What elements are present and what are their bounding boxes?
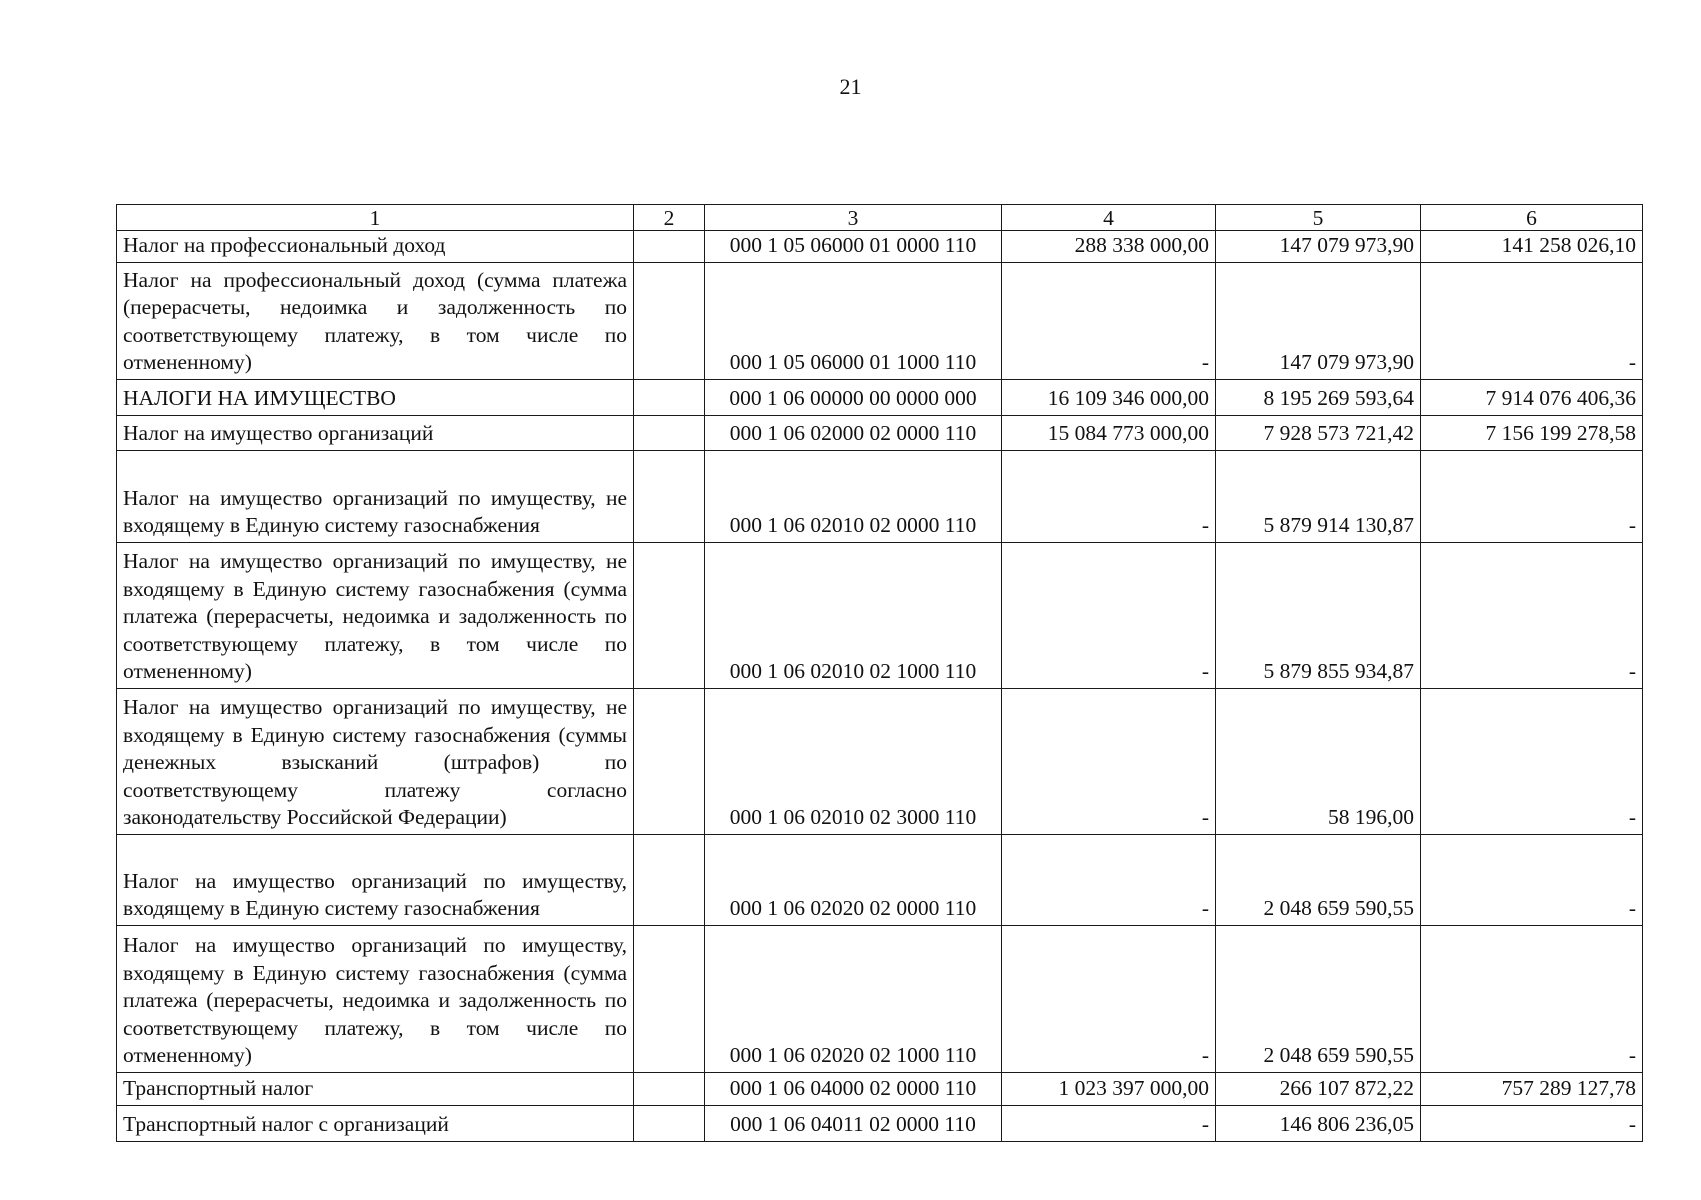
row-remaining: - <box>1421 834 1643 925</box>
table-row <box>117 1105 1643 1141</box>
row-name: Налог на имущество организаций по имуществу, входящему в Единую систему газоснабжения <box>117 834 634 925</box>
row-plan: 288 338 000,00 <box>1002 231 1216 263</box>
row-col2 <box>634 415 705 450</box>
row-executed: 147 079 973,90 <box>1216 231 1421 263</box>
row-col2 <box>634 262 705 379</box>
row-plan: - <box>1002 834 1216 925</box>
row-remaining: - <box>1421 542 1643 688</box>
row-code: 000 1 05 06000 01 1000 110 <box>705 262 1002 379</box>
row-name: Налог на имущество организаций по имуществу, не входящему в Единую систему газоснабжения <box>117 450 634 542</box>
row-executed: 8 195 269 593,64 <box>1216 379 1421 415</box>
row-remaining: - <box>1421 925 1643 1072</box>
row-code: 000 1 05 06000 01 0000 110 <box>705 231 1002 263</box>
row-plan: 1 023 397 000,00 <box>1002 1072 1216 1105</box>
row-name: Налог на имущество организаций по имуществу, входящему в Единую систему газоснабжения (сумма платежа (перерасчеты, недоимка и задолженность по соответствующему платежу, в том числе по отмененному) <box>117 925 634 1072</box>
row-plan: - <box>1002 1105 1216 1141</box>
row-plan: - <box>1002 450 1216 542</box>
column-number-5: 5 <box>1216 205 1421 231</box>
page-number: 21 <box>839 74 862 99</box>
row-remaining: - <box>1421 262 1643 379</box>
row-col2 <box>634 450 705 542</box>
row-name: Налог на имущество организаций <box>117 415 634 450</box>
row-executed: 146 806 236,05 <box>1216 1105 1421 1141</box>
budget-revenue-table <box>116 204 1643 1142</box>
row-executed: 58 196,00 <box>1216 688 1421 834</box>
table-row <box>117 379 1643 415</box>
row-remaining: - <box>1421 450 1643 542</box>
row-executed: 147 079 973,90 <box>1216 262 1421 379</box>
row-name: НАЛОГИ НА ИМУЩЕСТВО <box>117 379 634 415</box>
column-number-1: 1 <box>117 205 634 231</box>
column-number-2: 2 <box>634 205 705 231</box>
column-number-3: 3 <box>705 205 1002 231</box>
row-col2 <box>634 1105 705 1141</box>
row-col2 <box>634 379 705 415</box>
row-name: Налог на профессиональный доход (сумма платежа (перерасчеты, недоимка и задолженность по соответствующему платежу, в том числе по отмененному) <box>117 262 634 379</box>
row-plan: - <box>1002 542 1216 688</box>
row-code: 000 1 06 02020 02 0000 110 <box>705 834 1002 925</box>
row-col2 <box>634 231 705 263</box>
row-col2 <box>634 834 705 925</box>
row-plan: - <box>1002 688 1216 834</box>
row-executed: 2 048 659 590,55 <box>1216 834 1421 925</box>
row-name: Налог на имущество организаций по имуществу, не входящему в Единую систему газоснабжения (сумма платежа (перерасчеты, недоимка и задолженность по соответствующему платежу, в том числе по отмененному) <box>117 542 634 688</box>
row-executed: 2 048 659 590,55 <box>1216 925 1421 1072</box>
column-number-4: 4 <box>1002 205 1216 231</box>
row-code: 000 1 06 02020 02 1000 110 <box>705 925 1002 1072</box>
table-row <box>117 450 1643 542</box>
table-row <box>117 925 1643 1072</box>
table-row <box>117 688 1643 834</box>
row-plan: - <box>1002 262 1216 379</box>
row-name: Транспортный налог с организаций <box>117 1105 634 1141</box>
row-executed: 266 107 872,22 <box>1216 1072 1421 1105</box>
row-code: 000 1 06 04000 02 0000 110 <box>705 1072 1002 1105</box>
row-code: 000 1 06 02010 02 0000 110 <box>705 450 1002 542</box>
row-code: 000 1 06 04011 02 0000 110 <box>705 1105 1002 1141</box>
row-remaining: 7 914 076 406,36 <box>1421 379 1643 415</box>
row-remaining: 141 258 026,10 <box>1421 231 1643 263</box>
row-col2 <box>634 925 705 1072</box>
row-code: 000 1 06 00000 00 0000 000 <box>705 379 1002 415</box>
table-row <box>117 834 1643 925</box>
row-plan: 16 109 346 000,00 <box>1002 379 1216 415</box>
row-executed: 5 879 914 130,87 <box>1216 450 1421 542</box>
row-col2 <box>634 688 705 834</box>
row-col2 <box>634 542 705 688</box>
row-remaining: 7 156 199 278,58 <box>1421 415 1643 450</box>
table-row <box>117 415 1643 450</box>
row-remaining: 757 289 127,78 <box>1421 1072 1643 1105</box>
row-code: 000 1 06 02000 02 0000 110 <box>705 415 1002 450</box>
table-row <box>117 231 1643 263</box>
row-name: Транспортный налог <box>117 1072 634 1105</box>
row-executed: 5 879 855 934,87 <box>1216 542 1421 688</box>
table-row <box>117 542 1643 688</box>
table-row <box>117 262 1643 379</box>
table-row <box>117 1072 1643 1105</box>
row-code: 000 1 06 02010 02 1000 110 <box>705 542 1002 688</box>
row-plan: 15 084 773 000,00 <box>1002 415 1216 450</box>
row-executed: 7 928 573 721,42 <box>1216 415 1421 450</box>
row-remaining: - <box>1421 1105 1643 1141</box>
row-col2 <box>634 1072 705 1105</box>
column-number-row <box>117 205 1643 231</box>
row-remaining: - <box>1421 688 1643 834</box>
column-number-6: 6 <box>1421 205 1643 231</box>
row-code: 000 1 06 02010 02 3000 110 <box>705 688 1002 834</box>
row-plan: - <box>1002 925 1216 1072</box>
row-name: Налог на имущество организаций по имуществу, не входящему в Единую систему газоснабжения (суммы денежных взысканий (штрафов) по соответствующему платежу согласно законодательству Российской Федерации) <box>117 688 634 834</box>
row-name: Налог на профессиональный доход <box>117 231 634 263</box>
